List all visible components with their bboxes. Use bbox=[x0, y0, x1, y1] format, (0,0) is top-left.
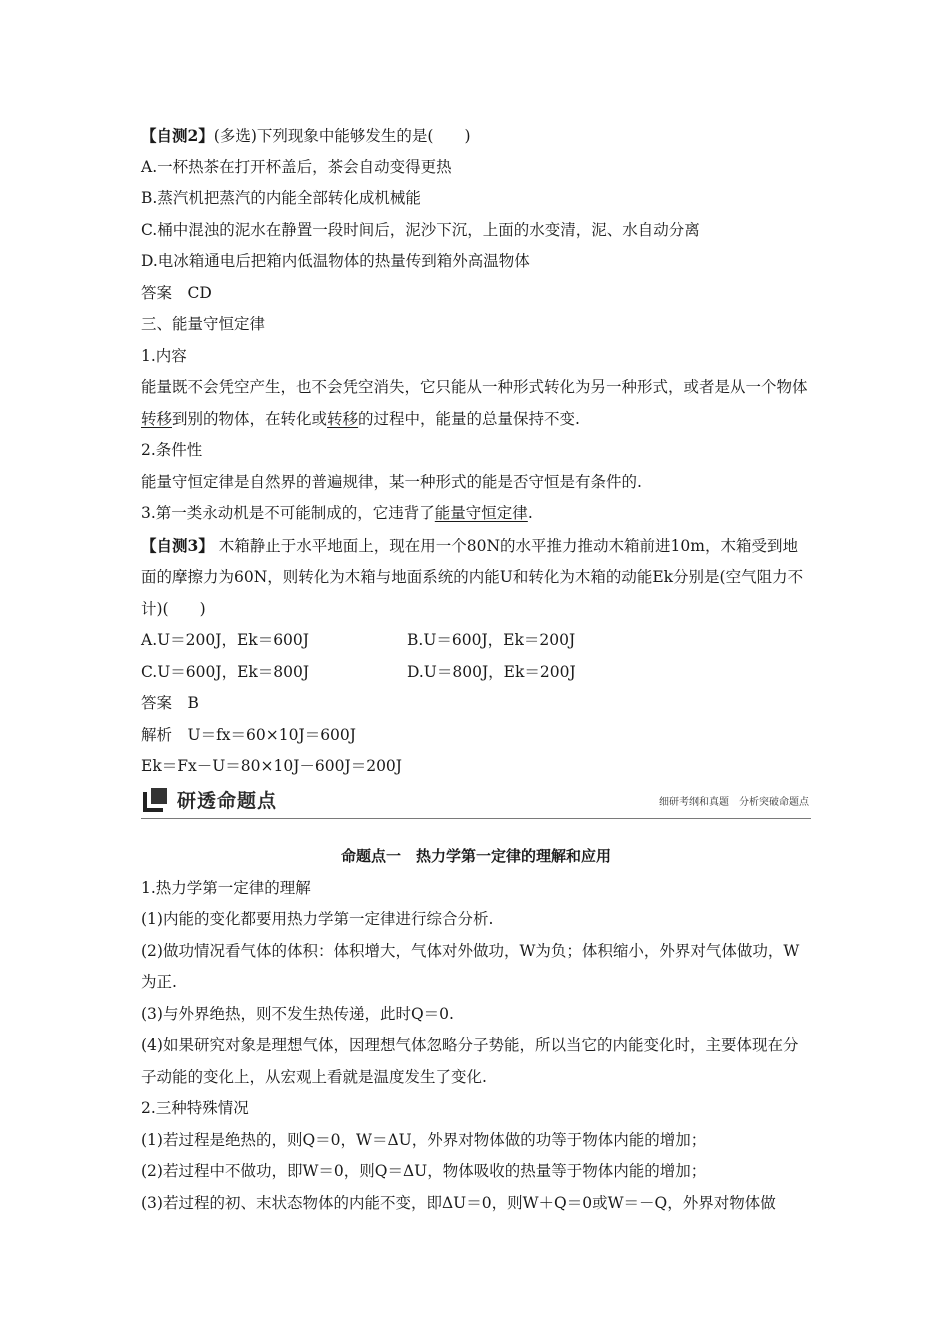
question-2-answer: 答案 CD bbox=[141, 283, 212, 302]
question-2-label: 【自测2】 bbox=[141, 126, 214, 145]
item-2-title: 2.条件性 bbox=[141, 441, 203, 459]
part-2-case-1: (1)若过程是绝热的，则Q＝0，W＝ΔU，外界对物体做的功等于物体内能的增加； bbox=[141, 1130, 707, 1149]
question-3-label: 【自测3】 bbox=[141, 535, 214, 555]
question-3-option-b: B.U＝600J，Ek＝200J bbox=[407, 631, 576, 649]
banner-square-icon bbox=[143, 792, 163, 812]
upper-content bbox=[141, 120, 811, 783]
question-3-option-d: D.U＝800J，Ek＝200J bbox=[407, 662, 576, 681]
part-2-case-2: (2)若过程中不做功，即W＝0，则Q＝ΔU，物体吸收的热量等于物体内能的增加； bbox=[141, 1162, 707, 1180]
part-1-point-4: (4)如果研究对象是理想气体，因理想气体忽略分子势能，所以当它的内能变化时，主要体现在分子动能的变化上，从宏观上看就是温度发生了变化. bbox=[141, 1036, 799, 1086]
question-2-option-c: C.桶中混浊的泥水在静置一段时间后，泥沙下沉，上面的水变清，泥、水自动分离 bbox=[141, 220, 700, 239]
part-2-case-3: (3)若过程的初、末状态物体的内能不变，即ΔU＝0，则W＋Q＝0或W＝－Q，外界对物体做 bbox=[141, 1193, 776, 1212]
item-3-text: 3.第一类永动机是不可能制成的，它违背了能量守恒定律. bbox=[141, 504, 533, 522]
question-3-option-c: C.U＝600J，Ek＝800J bbox=[141, 662, 310, 681]
item-2-text: 能量守恒定律是自然界的普遍规律，某一种形式的能是否守恒是有条件的. bbox=[141, 472, 642, 491]
question-3-options-row-2 bbox=[141, 657, 811, 689]
question-2-stem: 【自测2】(多选)下列现象中能够发生的是( ) bbox=[141, 126, 471, 145]
lower-content bbox=[141, 841, 811, 1219]
part-1-point-3: (3)与外界绝热，则不发生热传递，此时Q＝0. bbox=[141, 1004, 454, 1023]
part-2-title: 2.三种特殊情况 bbox=[141, 1099, 249, 1117]
banner-tagline: 细研考纲和真题 分析突破命题点 bbox=[659, 797, 809, 808]
question-3-option-a: A.U＝200J，Ek＝600J bbox=[141, 631, 309, 649]
banner-title: 研透命题点 bbox=[177, 790, 278, 812]
question-3-answer: 答案 B bbox=[141, 694, 199, 712]
question-3-analysis-2: Ek＝Fx－U＝80×10J－600J＝200J bbox=[141, 757, 403, 775]
question-2-option-d: D.电冰箱通电后把箱内低温物体的热量传到箱外高温物体 bbox=[141, 252, 530, 270]
item-1-text: 能量既不会凭空产生，也不会凭空消失，它只能从一种形式转化为另一种形式，或者是从一个物体转移到别的物体，在转化或转移的过程中，能量的总量保持不变. bbox=[141, 378, 808, 428]
question-3-analysis-1: 解析 U＝fx＝60×10J＝600J bbox=[141, 725, 356, 744]
question-2-option-b: B.蒸汽机把蒸汽的内能全部转化成机械能 bbox=[141, 189, 421, 207]
question-2-option-a: A.一杯热茶在打开杯盖后，茶会自动变得更热 bbox=[141, 157, 452, 176]
question-3-stem: 【自测3】 木箱静止于水平地面上，现在用一个80N的水平推力推动木箱前进10m，木箱受到地面的摩擦力为60N，则转化为木箱与地面系统的内能U和转化为木箱的动能Ek分别是(空气阻力不计)( ) bbox=[141, 535, 804, 618]
part-1-title: 1.热力学第一定律的理解 bbox=[141, 878, 311, 897]
section-heading-3: 三、能量守恒定律 bbox=[141, 315, 266, 333]
part-1-point-2: (2)做功情况看气体的体积：体积增大，气体对外做功，W为负；体积缩小，外界对气体做功，W为正. bbox=[141, 941, 800, 991]
part-1-point-1: (1)内能的变化都要用热力学第一定律进行综合分析. bbox=[141, 910, 494, 928]
item-1-title: 1.内容 bbox=[141, 346, 187, 365]
question-3-options-row-1 bbox=[141, 625, 811, 657]
section-banner bbox=[141, 788, 811, 819]
topic-title: 命题点一 热力学第一定律的理解和应用 bbox=[340, 847, 611, 865]
